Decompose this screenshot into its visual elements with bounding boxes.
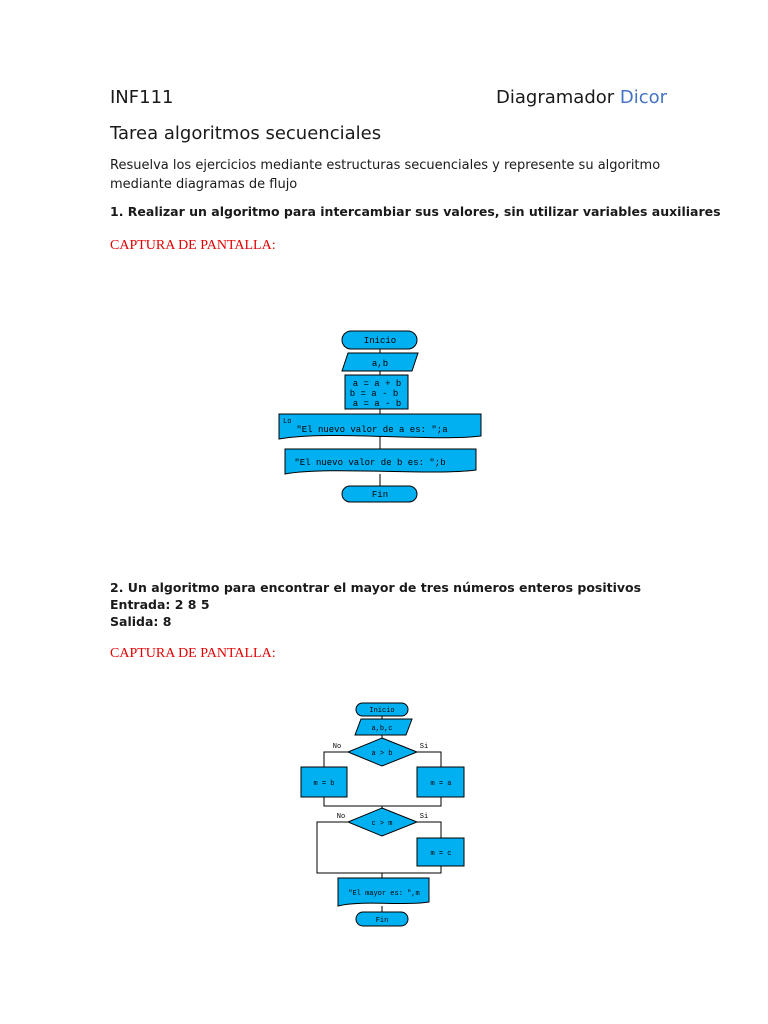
exercise1-statement: 1. Realizar un algoritmo para intercambiar sus valores, sin utilizar variables auxiliares [110,204,721,219]
fc2-end-label: Fin [375,917,389,925]
fc2-right-1-label: m = a [430,780,452,788]
exercise1-capture-label: CAPTURA DE PANTALLA: [110,238,276,253]
fc2-decision-2-label: c > m [371,820,393,828]
fc2-no-2-label: No [336,813,346,821]
fc1-end-label: Fin [371,490,389,500]
fc2-output-label: "El mayor es: ",m [348,890,420,898]
exercise2-capture-label: CAPTURA DE PANTALLA: [110,646,276,661]
intro-text: Resuelva los ejercicios mediante estructuras secuenciales y represente su algoritmo mediante diagramas de flujo [110,158,661,192]
app-name-main: Diagramador [496,87,615,108]
fc1-process-line-1: a = a + b [352,379,402,389]
fc1-output-a-label: "El nuevo valor de a es: ";a [296,425,448,435]
fc2-yes-2-label: Si [419,813,429,821]
course-code: INF111 [110,87,174,108]
fc1-output-b-label: "El nuevo valor de b es: ";b [294,458,446,468]
exercise2-output-line: Salida: 8 [110,614,172,629]
fc2-right-2-label: m = c [430,850,452,858]
exercise2-statement: 2. Un algoritmo para encontrar el mayor de tres números enteros positivos [110,580,642,595]
flowchart-1 [279,331,481,502]
fc1-output-a-tag: Lo [283,418,292,426]
app-name-accent: Dicor [619,87,668,108]
fc1-start-label: Inicio [363,336,397,346]
fc1-process-line-2: b = a - b [349,389,399,399]
fc2-no-1-label: No [332,743,342,751]
fc1-process-line-3: a = a - b [352,399,402,409]
fc1-input-label: a,b [371,359,389,369]
fc2-input-label: a,b,c [371,725,393,733]
fc2-left-1-label: m = b [313,780,335,788]
exercise2-input-line: Entrada: 2 8 5 [110,597,210,612]
fc2-start-label: Inicio [369,707,395,715]
page-title: Tarea algoritmos secuenciales [110,123,382,144]
fc2-yes-1-label: Si [419,743,429,751]
fc2-decision-1-label: a > b [371,750,393,758]
